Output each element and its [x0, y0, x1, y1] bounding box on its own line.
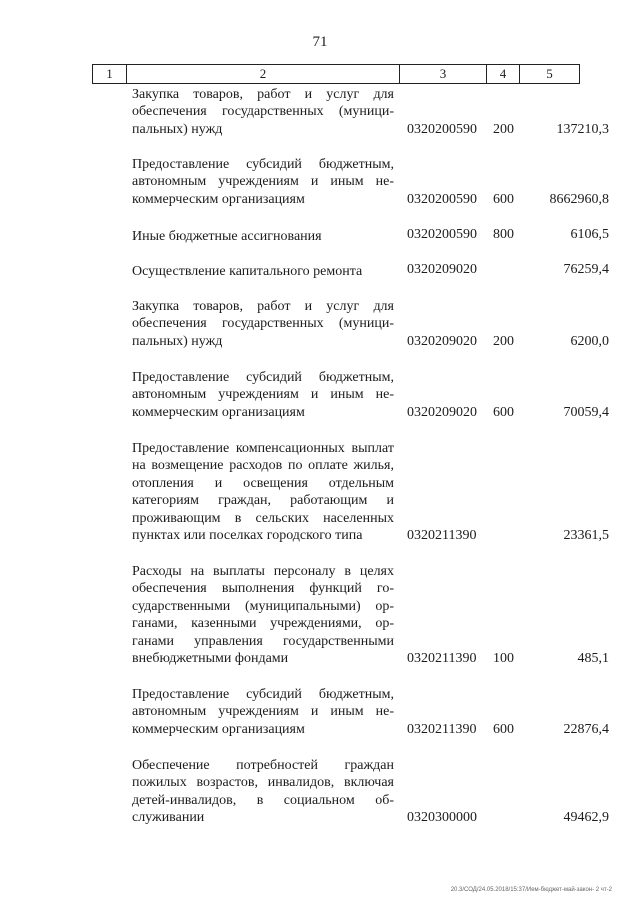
row-type: 600 [493, 405, 514, 420]
document-footer: 20.3/СОД/24.05.2018/15:37/Ием-бюджет-май-закон- 2 чт-2 [450, 887, 612, 893]
row-amount: 49462,9 [563, 810, 609, 825]
row-description: Расходы на выплаты персоналу в целях обеспечения выполнения функций государственными (муниципальными) органами, казенными учреждениями, органами управления государственными внебюджетными фондами [132, 564, 394, 667]
column-header-2: 2 [259, 66, 267, 81]
column-header-1: 1 [106, 66, 113, 81]
row-type: 600 [493, 722, 514, 737]
row-description: Предоставление субсидий бюджетным, автономным учреждениям и иным некоммерческим организациям [132, 687, 394, 737]
row-description: Осуществление капитального ремонта [132, 264, 363, 279]
row-amount: 8662960,8 [549, 192, 609, 207]
row-code: 0320200590 [407, 227, 477, 242]
row-type: 600 [493, 192, 514, 207]
row-description: Предоставление компенсационных выплат на возмещение расходов по оплате жилья, отопления и освещения отдельным категориям граждан, работающим и проживающим в сельских населенных пунктах или поселках городского типа [132, 441, 394, 544]
row-code: 0320209020 [407, 405, 477, 420]
row-amount: 137210,3 [556, 122, 609, 137]
row-description: Обеспечение потребностей граждан пожилых возрастов, инвалидов, включая детей-инвалидов, в социальном обслуживании [132, 758, 394, 826]
table-row [132, 686, 394, 738]
row-code: 0320200590 [407, 192, 477, 207]
row-amount: 23361,5 [563, 528, 609, 543]
table-row [132, 757, 394, 827]
row-amount: 70059,4 [563, 405, 609, 420]
row-type: 100 [493, 651, 514, 666]
row-code: 0320211390 [407, 651, 477, 666]
row-code: 0320300000 [407, 810, 477, 825]
row-amount: 22876,4 [563, 722, 609, 737]
table-row [132, 156, 394, 208]
row-amount: 6106,5 [570, 227, 609, 242]
row-amount: 6200,0 [570, 334, 609, 349]
row-description: Предоставление субсидий бюджетным, автономным учреждениям и иным некоммерческим организациям [132, 157, 394, 207]
row-code: 0320211390 [407, 528, 477, 543]
table-row [132, 228, 394, 245]
row-description: Иные бюджетные ассигнования [132, 229, 322, 244]
row-code: 0320209020 [407, 334, 477, 349]
column-header-5: 5 [546, 66, 553, 81]
column-header-3: 3 [439, 66, 447, 81]
row-code: 0320200590 [407, 122, 477, 137]
row-code: 0320209020 [407, 262, 477, 277]
table-row [132, 86, 394, 138]
row-amount: 485,1 [577, 651, 609, 666]
row-amount: 76259,4 [563, 262, 609, 277]
row-code: 0320211390 [407, 722, 477, 737]
row-description: Закупка товаров, работ и услуг для обеспечения государственных (муниципальных) нужд [132, 299, 394, 349]
row-type: 200 [493, 334, 514, 349]
page-number: 71 [312, 34, 328, 50]
table-row [132, 298, 394, 350]
row-description: Закупка товаров, работ и услуг для обеспечения государственных (муниципальных) нужд [132, 87, 394, 137]
table-row [132, 563, 394, 667]
row-type: 200 [493, 122, 514, 137]
row-description: Предоставление субсидий бюджетным, автономным учреждениям и иным некоммерческим организациям [132, 370, 394, 420]
table-row [132, 369, 394, 421]
table-header-row [92, 64, 580, 84]
column-header-4: 4 [499, 66, 507, 81]
table-row [132, 440, 394, 544]
row-type: 800 [493, 227, 514, 242]
table-row [132, 263, 394, 280]
